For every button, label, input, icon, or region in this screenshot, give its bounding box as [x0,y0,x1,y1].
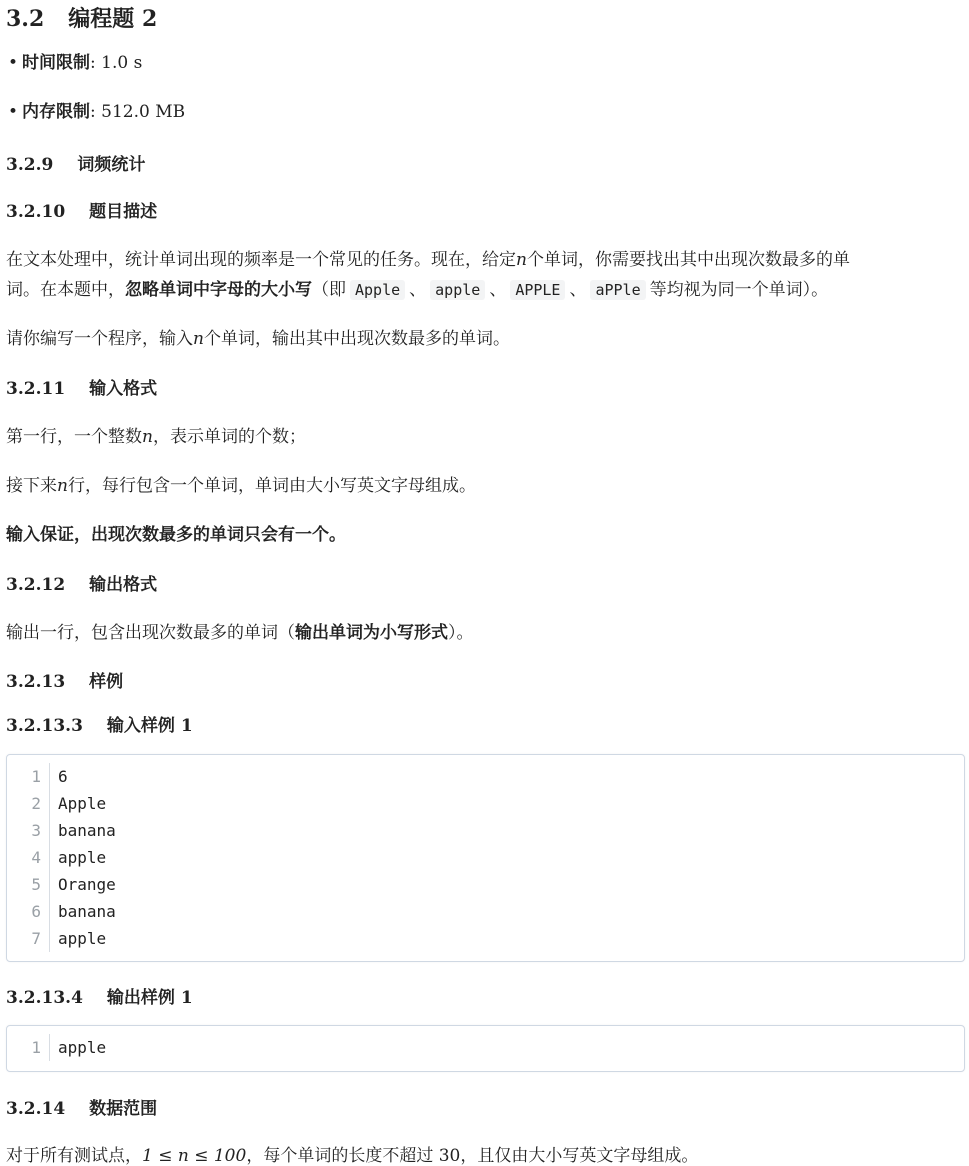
text: 行，每行包含一个单词，单词由大小写英文字母组成。 [67,476,476,496]
code-text: banana [58,902,116,921]
code-text: apple [58,1038,107,1057]
heading-word-stat [6,150,145,175]
limit-sep: : [90,53,102,73]
math-range: 1 ≤ n ≤ 100 [142,1146,247,1166]
line-number: 7 [7,925,50,952]
text: 接下来 [6,476,57,496]
limit-value: 512.0 MB [101,102,186,122]
bold-text: 输出单词为小写形式 [295,623,448,643]
heading-sample [6,667,123,692]
desc-line-3 [6,324,510,349]
section-number: 3.2.14 [6,1099,66,1119]
math-var-n: n [193,329,204,349]
section-title: 输出样例 1 [106,988,193,1008]
code-line [7,790,964,817]
line-number: 3 [7,817,50,844]
output-line [6,618,474,643]
code-line [7,844,964,871]
line-number: 6 [7,898,50,925]
text: 个单词，输出其中出现次数最多的单词。 [203,329,510,349]
code-text: banana [58,821,116,840]
code-line [7,817,964,844]
separator: 、 [409,280,427,300]
text: ）。 [448,623,474,643]
text: 第一行，一个整数 [6,427,142,447]
heading-sample-output [6,983,193,1008]
section-number: 3.2.9 [6,155,54,175]
bold-text: 输入保证，出现次数最多的单词只会有一个。 [6,525,346,545]
inline-code: aPPle [590,280,645,300]
math-var-n: n [57,476,68,496]
heading-data-range [6,1094,157,1119]
input-guarantee [6,520,346,545]
bold-text: 忽略单词中字母的大小写 [125,280,312,300]
code-text: Orange [58,875,116,894]
text: 等均视为同一个单词）。 [649,280,829,300]
inline-code: APPLE [510,280,565,300]
section-number: 3.2.11 [6,379,66,399]
code-line [7,763,964,790]
text: ，表示单词的个数； [152,427,306,447]
heading-input-format [6,374,157,399]
section-number: 3.2.13 [6,672,66,692]
line-number: 1 [7,763,50,790]
section-title: 题目描述 [89,202,158,222]
code-text: 6 [58,767,68,786]
limits-list [0,50,185,148]
text: （即 [312,280,346,300]
limit-sep: : [90,102,102,122]
section-title: 词频统计 [77,155,146,175]
text: 词。在本题中， [6,280,125,300]
line-number: 4 [7,844,50,871]
sample-output-code-block [6,1025,965,1072]
section-number: 3.2.13.3 [6,716,83,736]
code-text: apple [58,929,107,948]
code-line [7,1034,964,1061]
memory-limit-item [22,99,185,148]
math-var-n: n [142,427,153,447]
section-number: 3.2.12 [6,575,66,595]
section-title: 样例 [89,672,124,692]
heading-description [6,197,157,222]
math-var-n: n [516,250,527,270]
limit-value: 1.0 s [101,53,143,73]
page-title [6,2,157,33]
range-line [6,1141,698,1166]
section-number: 3.2 [6,6,45,32]
text: 请你编写一个程序，输入 [6,329,193,349]
line-number: 1 [7,1034,50,1061]
text: 对于所有测试点， [6,1146,142,1166]
input-line-1 [6,422,306,447]
section-number: 3.2.10 [6,202,66,222]
limit-label: 内存限制 [22,102,90,122]
inline-code: apple [430,280,485,300]
desc-line-1 [6,245,850,270]
section-title: 编程题 2 [68,6,158,32]
section-title: 数据范围 [89,1099,158,1119]
separator: 、 [489,280,507,300]
line-number: 2 [7,790,50,817]
text: 输出一行，包含出现次数最多的单词（ [6,623,295,643]
line-number: 5 [7,871,50,898]
code-line [7,871,964,898]
heading-sample-input [6,711,193,736]
desc-line-2 [6,275,828,300]
separator: 、 [569,280,587,300]
code-line [7,925,964,952]
time-limit-item [22,50,185,99]
text: 在文本处理中，统计单词出现的频率是一个常见的任务。现在，给定 [6,250,516,270]
section-title: 输入格式 [89,379,158,399]
text: 个单词，你需要找出其中出现次数最多的单 [526,250,850,270]
code-line [7,898,964,925]
section-title: 输出格式 [89,575,158,595]
code-text: apple [58,848,107,867]
limit-label: 时间限制 [22,53,90,73]
section-title: 输入样例 1 [106,716,193,736]
section-number: 3.2.13.4 [6,988,83,1008]
sample-input-code-block [6,754,965,962]
input-line-2 [6,471,476,496]
inline-code: Apple [350,280,405,300]
code-text: Apple [58,794,107,813]
text: ，每个单词的长度不超过 30，且仅由大小写英文字母组成。 [246,1146,699,1166]
heading-output-format [6,570,157,595]
